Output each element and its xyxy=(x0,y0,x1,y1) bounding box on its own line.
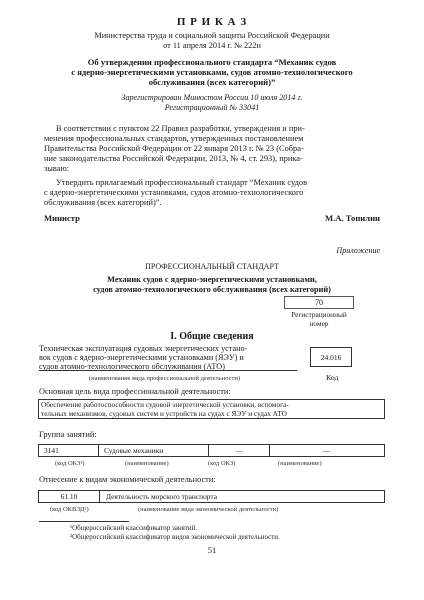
footnote-divider xyxy=(39,521,129,522)
standard-name-line1: Механик судов с ядерно-энергетическими установками, xyxy=(107,275,317,284)
standard-heading: ПРОФЕССИОНАЛЬНЫЙ СТАНДАРТ xyxy=(145,262,279,271)
standard-name-line2: судов атомно-технологического обслуживания (всех категорий) xyxy=(93,285,331,294)
registration-line1: Зарегистрирован Минюстом России 10 июля 2014 г. xyxy=(121,93,303,102)
occupation-group-label: Группа занятий: xyxy=(39,430,97,439)
signature-name: М.А. Топилин xyxy=(324,213,380,223)
okz-code-cell: 3141 xyxy=(39,445,99,456)
registration-number-caption2: номер xyxy=(309,319,329,328)
activity-name-line3: судов атомно-технологического обслуживания (АТО) xyxy=(39,362,225,371)
activity-name-line1: Техническая эксплуатация судовых энергетических устано- xyxy=(39,344,248,353)
ministry-name: Министерства труда и социальной защиты Российской Федерации xyxy=(94,31,330,40)
okz-code-cell-2: — xyxy=(209,445,270,456)
okved-name-caption: (наименование вида экономической деятельности) xyxy=(138,506,279,513)
activity-code-box xyxy=(310,347,352,367)
activity-name-field xyxy=(39,344,297,371)
okved-code-cell: 61.10 xyxy=(39,491,100,502)
occupation-name-cell: Судовые механики xyxy=(99,445,209,456)
paragraph1-line5: зываю: xyxy=(44,164,70,173)
activity-name-caption: (наименование вида профессиональной деятельности) xyxy=(89,375,241,382)
okz-code-caption: (код ОКЗ¹) xyxy=(55,460,85,467)
okved-name-cell: Деятельность морского транспорта xyxy=(106,492,217,501)
order-title: П Р И К А З xyxy=(176,16,248,28)
paragraph2-line3: обслуживания (всех категорий)”. xyxy=(44,198,162,207)
occupation-name-caption: (наименование) xyxy=(125,460,169,467)
approval-title-line2: с ядерно-энергетическими установками, судов атомно-технологического xyxy=(71,67,353,77)
registration-number-box xyxy=(284,296,354,309)
okved-code-caption: (код ОКВЭД²) xyxy=(50,506,89,513)
footnote-1: ¹Общероссийский классификатор занятий. xyxy=(70,524,198,532)
goal-box xyxy=(38,399,385,419)
occupation-group-table xyxy=(38,444,385,457)
goal-line1: Обеспечение работоспособности судовой энергетической установки, вспомога- xyxy=(41,400,289,409)
appendix-label: Приложение xyxy=(336,246,380,255)
activity-name-line2: вок судов с ядерно-энергетическими установками (ЯЭУ) и xyxy=(39,353,244,362)
okz-code-caption-2: (код ОКЗ) xyxy=(208,460,236,467)
paragraph1-line2: менения профессиональных стандартов, утвержденных постановлением xyxy=(44,134,304,143)
goal-line2: тельных механизмов, судовых систем и устройств на судах с ЯЭУ и судах АТО xyxy=(41,408,287,418)
occupation-name-caption-2: (наименование) xyxy=(278,460,322,467)
page-number: 51 xyxy=(207,545,217,555)
registration-number: 70 xyxy=(315,298,323,307)
signature-position: Министр xyxy=(44,213,80,223)
paragraph1-line1: В соответствии с пунктом 22 Правил разработки, утверждения и при- xyxy=(56,124,305,133)
section-heading: I. Общие сведения xyxy=(170,331,254,342)
approval-title-line3: обслуживания (всех категорий)” xyxy=(148,77,276,87)
registration-line2: Регистрационный № 33041 xyxy=(164,103,260,112)
paragraph2-line1: Утвердить прилагаемый профессиональный стандарт “Механик судов xyxy=(56,178,308,187)
paragraph1-line3: Правительства Российской Федерации от 22 января 2013 г. № 23 (Собра- xyxy=(44,144,304,153)
activity-code: 24.016 xyxy=(320,353,342,362)
occupation-name-cell-2: — xyxy=(322,446,331,455)
paragraph2-line2: с ядерно-энергетическими установками, судов атомно-технологического xyxy=(44,188,304,197)
paragraph1-line4: ние законодательства Российской Федерации, 2013, № 4, ст. 293), прика- xyxy=(44,154,303,163)
registration-number-caption1: Регистрационный xyxy=(291,310,347,319)
economic-activity-label: Отнесение к видам экономической деятельности: xyxy=(39,475,216,484)
economic-activity-table xyxy=(38,490,385,503)
approval-title-line1: Об утверждении профессионального стандарта “Механик судов xyxy=(87,57,337,67)
order-date: от 11 апреля 2014 г. № 222н xyxy=(163,41,261,50)
activity-code-caption: Код xyxy=(326,373,339,382)
goal-label: Основная цель вида профессиональной деятельности: xyxy=(39,387,231,396)
footnote-2: ²Общероссийский классификатор видов экономической деятельности. xyxy=(70,533,280,541)
